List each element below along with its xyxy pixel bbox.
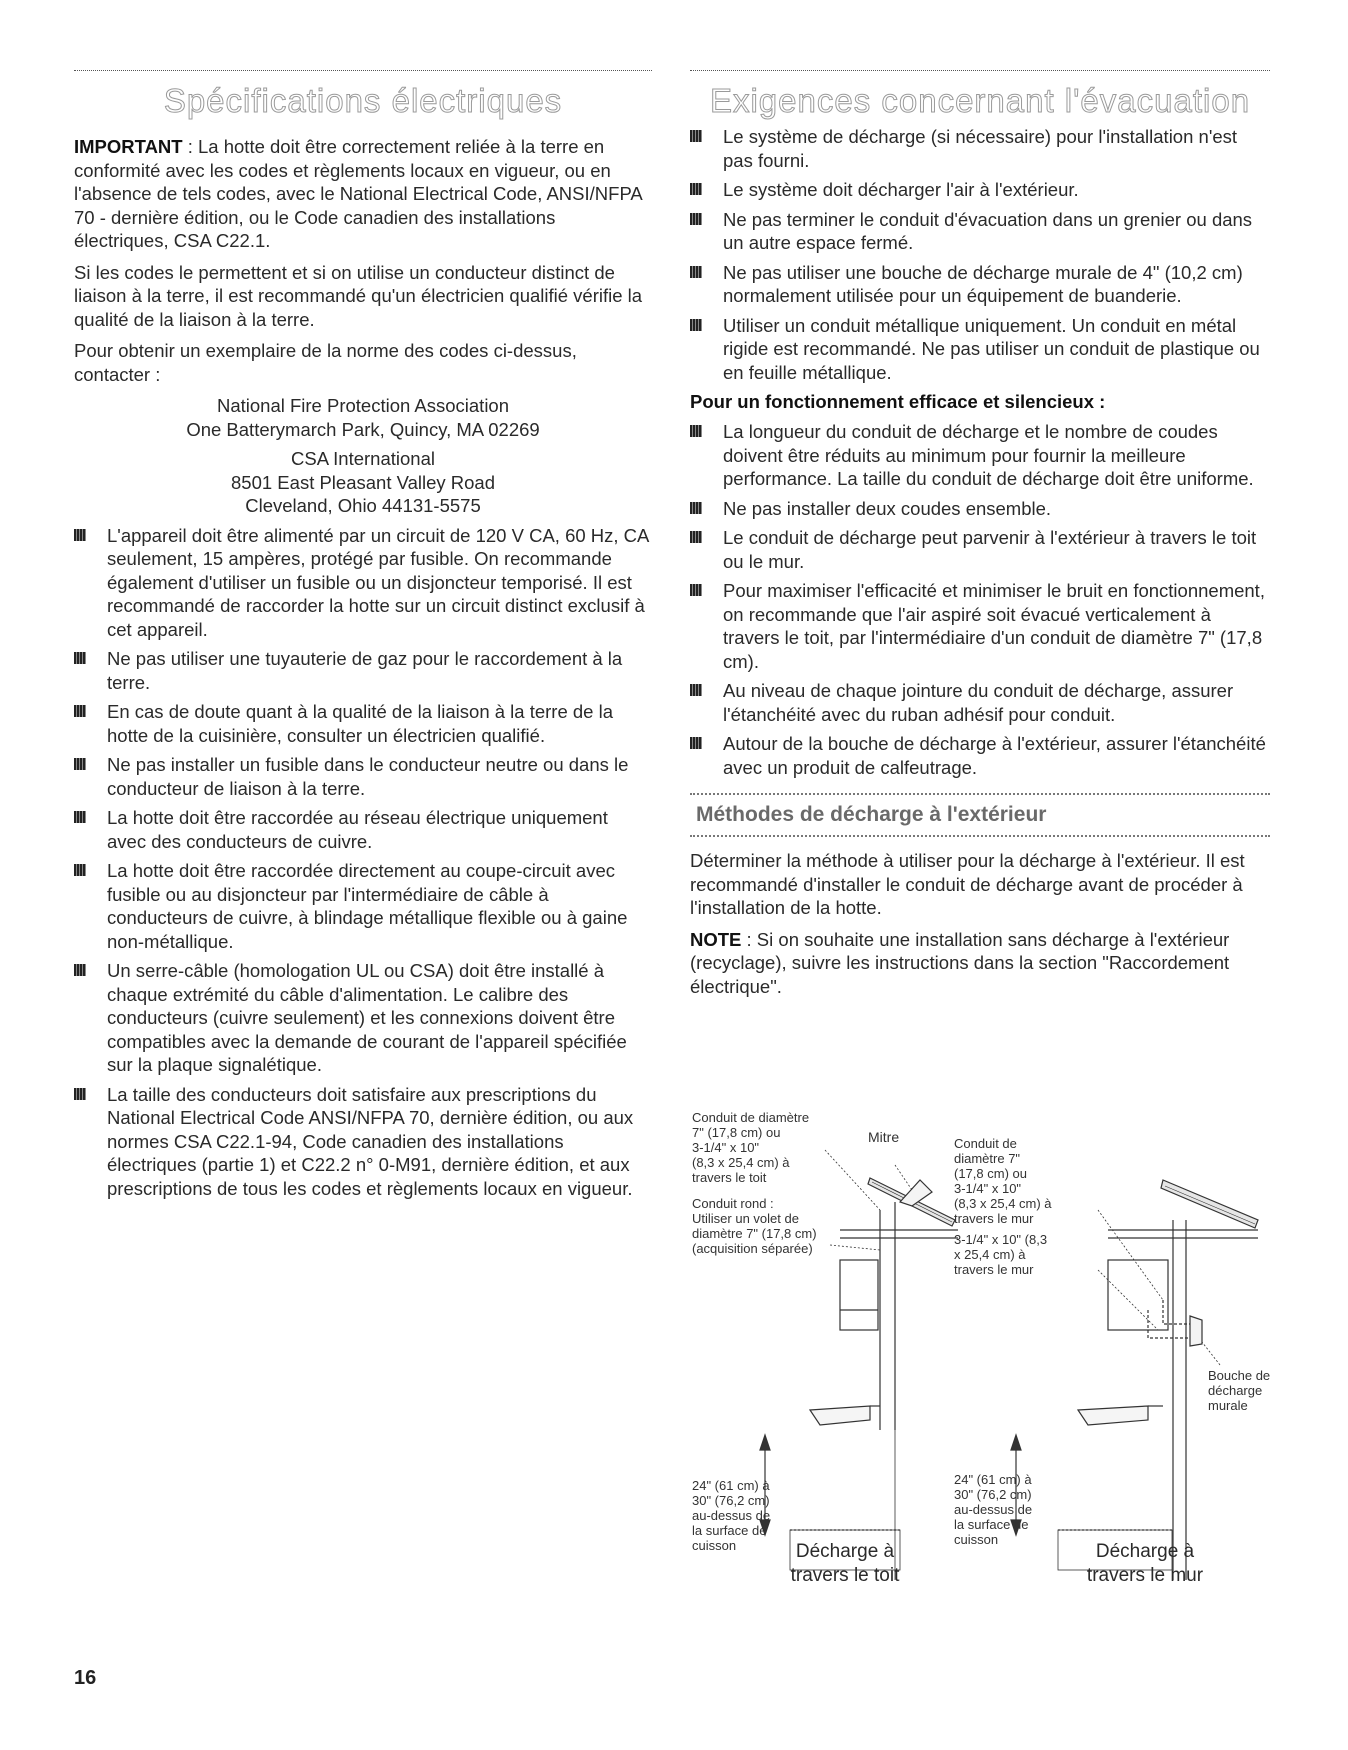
label-line: travers le mur [954, 1211, 1034, 1226]
important-paragraph [74, 135, 652, 253]
address-nfpa [74, 394, 652, 441]
list-item: Le système de décharge (si nécessaire) pour l'installation n'est pas fourni. [690, 125, 1270, 172]
methods-paragraph: Déterminer la méthode à utiliser pour la décharge à l'extérieur. Il est recommandé d'installer le conduit de décharge avant de procéder à l'installation de la hotte. [690, 850, 1245, 918]
cabinet [840, 1260, 878, 1330]
label-line: Conduit de diamètre [692, 1110, 810, 1125]
label-line: 3-1/4" x 10" [692, 1140, 760, 1155]
label-line: Conduit rond : [692, 1196, 774, 1211]
caption-line: travers le toit [790, 1565, 900, 1586]
label-line: 30" (76,2 cm) [692, 1493, 770, 1508]
wall-vent-cap [1190, 1316, 1202, 1346]
list-item: Autour de la bouche de décharge à l'extérieur, assurer l'étanchéité avec un produit de calfeutrage. [690, 732, 1270, 779]
label-line: cuisson [954, 1532, 999, 1547]
wall-duct-label [954, 1136, 1052, 1226]
list-item: Un serre-câble (homologation UL ou CSA) doit être installé à chaque extrémité du câble d'alimentation. Le calibre des conducteurs (cuivre seulement) et les connexions doivent être compatibles avec la demande de courant de l'appareil spécifiée sur la plaque signalétique. [74, 959, 652, 1077]
list-item: En cas de doute quant à la qualité de la liaison à la terre de la hotte de la cuisinière, consulter un électricien qualifié. [74, 700, 652, 747]
label-line: travers le toit [692, 1170, 767, 1185]
obtain-copy-paragraph: Pour obtenir un exemplaire de la norme des codes ci-dessus, contacter : [74, 340, 577, 385]
label-line: (17,8 cm) ou [954, 1166, 1027, 1181]
label-line: décharge [1208, 1383, 1263, 1398]
section-title-venting: Exigences concernant l'évacuation [709, 82, 1251, 119]
label-line: 3-1/4" x 10" (8,3 [954, 1232, 1048, 1247]
top-rule [74, 70, 652, 71]
label-line: 7" (17,8 cm) ou [692, 1125, 781, 1140]
top-rule [690, 70, 1270, 71]
list-item: La hotte doit être raccordée au réseau électrique uniquement avec des conducteurs de cuivre. [74, 806, 652, 853]
note-paragraph [690, 928, 1270, 999]
label-line: diamètre 7" (17,8 cm) [692, 1226, 817, 1241]
label-line: (8,3 x 25,4 cm) à [954, 1196, 1052, 1211]
label-line: (8,3 x 25,4 cm) à [692, 1155, 790, 1170]
efficiency-bullet-list [690, 420, 1270, 779]
label-line: 30" (76,2 cm) [954, 1487, 1032, 1502]
label-line: 24" (61 cm) à [954, 1472, 1032, 1487]
label-line: au-dessus de [954, 1502, 1033, 1517]
roof-duct-label [692, 1110, 809, 1185]
address-line: National Fire Protection Association [216, 395, 510, 416]
note-text: : Si on souhaite une installation sans décharge à l'extérieur (recyclage), suivre les instructions dans la section "Raccordement électrique". [690, 928, 1230, 997]
methods-heading-band [690, 793, 1270, 837]
left-column [74, 70, 652, 1206]
right-column [690, 70, 1270, 1006]
roof-height-label [692, 1478, 770, 1553]
efficiency-subheading: Pour un fonctionnement efficace et silencieux : [690, 391, 1106, 412]
address-line: CSA International [291, 448, 435, 469]
list-item: Pour maximiser l'efficacité et minimiser le bruit en fonctionnement, on recommande que l'air aspiré soit évacué verticalement à travers le toit, par l'intermédiaire d'un conduit de diamètre 7" (17,8 cm). [690, 579, 1270, 673]
list-item: Ne pas terminer le conduit d'évacuation dans un grenier ou dans un autre espace fermé. [690, 208, 1270, 255]
range-hood [1078, 1406, 1148, 1425]
methods-heading: Méthodes de décharge à l'extérieur [696, 803, 1047, 826]
mitre-label: Mitre [868, 1129, 900, 1145]
list-item: Au niveau de chaque jointure du conduit de décharge, assurer l'étanchéité avec du ruban adhésif pour conduit. [690, 679, 1270, 726]
label-line: 24" (61 cm) à [692, 1478, 770, 1493]
label-line: (acquisition séparée) [692, 1241, 813, 1256]
wall-height-label [954, 1472, 1032, 1547]
address-line: Cleveland, Ohio 44131-5575 [245, 495, 481, 516]
list-item: Ne pas utiliser une tuyauterie de gaz pour le raccordement à la terre. [74, 647, 652, 694]
round-duct-label [692, 1196, 817, 1256]
important-text: : La hotte doit être correctement reliée à la terre en conformité avec les codes et règlements locaux en vigueur, ou en l'absence de tels codes, avec le National Electrical Code, ANSI/NFPA 70 - dernière édition, ou le Code canadien des installations électriques, CSA C22.1. [74, 136, 642, 251]
electrical-bullet-list [74, 524, 652, 1201]
wall-vent-label [1208, 1368, 1270, 1413]
list-item: La taille des conducteurs doit satisfaire aux prescriptions du National Electrical Code ANSI/NFPA 70, dernière édition, ou aux normes CSA C22.1-94, Code canadien des installations électriques (partie 1) et C22.2 n° 0-M91, dernière édition, et aux prescriptions de tous les codes et règlements locaux en vigueur. [74, 1083, 652, 1201]
label-line: cuisson [692, 1538, 737, 1553]
label-line: la surface de [954, 1517, 1029, 1532]
list-item: La longueur du conduit de décharge et le nombre de coudes doivent être réduits au minimum pour fournir la meilleure performance. La taille du conduit de décharge doit être uniforme. [690, 420, 1270, 491]
label-line: travers le mur [954, 1262, 1034, 1277]
rect-duct-label [954, 1232, 1047, 1277]
list-item: Ne pas installer un fusible dans le conducteur neutre ou dans le conducteur de liaison à la terre. [74, 753, 652, 800]
label-line: Utiliser un volet de [692, 1211, 799, 1226]
address-line: 8501 East Pleasant Valley Road [231, 471, 495, 493]
venting-bullet-list [690, 125, 1270, 384]
section-title-electrical: Spécifications électriques [163, 82, 563, 119]
caption-line: Décharge à [1095, 1541, 1195, 1562]
roof-caption [770, 1540, 920, 1588]
venting-diagrams [690, 1110, 1280, 1590]
list-item: Utiliser un conduit métallique uniquement. Un conduit en métal rigide est recommandé. Ne pas utiliser un conduit de plastique ou en feuille métallique. [690, 314, 1270, 385]
label-line: au-dessus de [692, 1508, 771, 1523]
label-line: 3-1/4" x 10" [954, 1181, 1022, 1196]
list-item: Le système doit décharger l'air à l'extérieur. [690, 178, 1270, 202]
label-line: x 25,4 cm) à [954, 1247, 1026, 1262]
grounding-paragraph: Si les codes le permettent et si on utilise un conducteur distinct de liaison à la terre, il est recommandé qu'un électricien qualifié vérifie la qualité de la liaison à la terre. [74, 261, 643, 330]
label-line: Conduit de [954, 1136, 1017, 1151]
page-number: 16 [74, 1667, 97, 1689]
label-line: murale [1208, 1398, 1248, 1413]
important-label: IMPORTANT [74, 136, 183, 157]
label-line: diamètre 7" [954, 1151, 1021, 1166]
list-item: Ne pas utiliser une bouche de décharge murale de 4" (10,2 cm) normalement utilisée pour un équipement de buanderie. [690, 261, 1270, 308]
address-csa [74, 447, 652, 518]
label-line: la surface de [692, 1523, 767, 1538]
address-line: One Batterymarch Park, Quincy, MA 02269 [186, 418, 540, 440]
wall-caption [1065, 1540, 1225, 1588]
list-item: La hotte doit être raccordée directement au coupe-circuit avec fusible ou au disjoncteur par l'intermédiaire de câble à conducteurs de cuivre, à blindage métallique flexible ou à gaine non-métallique. [74, 859, 652, 953]
note-label: NOTE [690, 928, 742, 950]
caption-line: travers le mur [1086, 1565, 1204, 1586]
range-hood [810, 1406, 870, 1425]
list-item: Ne pas installer deux coudes ensemble. [690, 497, 1270, 521]
caption-line: Décharge à [795, 1541, 895, 1562]
roof-slab [1161, 1180, 1258, 1228]
list-item: L'appareil doit être alimenté par un circuit de 120 V CA, 60 Hz, CA seulement, 15 ampères, protégé par fusible. On recommande également d'utiliser un fusible ou un disjoncteur temporisé. Il est recommandé de raccorder la hotte sur un circuit distinct exclusif à cet appareil. [74, 524, 652, 642]
mitre-cap [900, 1180, 932, 1206]
list-item: Le conduit de décharge peut parvenir à l'extérieur à travers le toit ou le mur. [690, 526, 1270, 573]
label-line: Bouche de [1208, 1368, 1271, 1383]
